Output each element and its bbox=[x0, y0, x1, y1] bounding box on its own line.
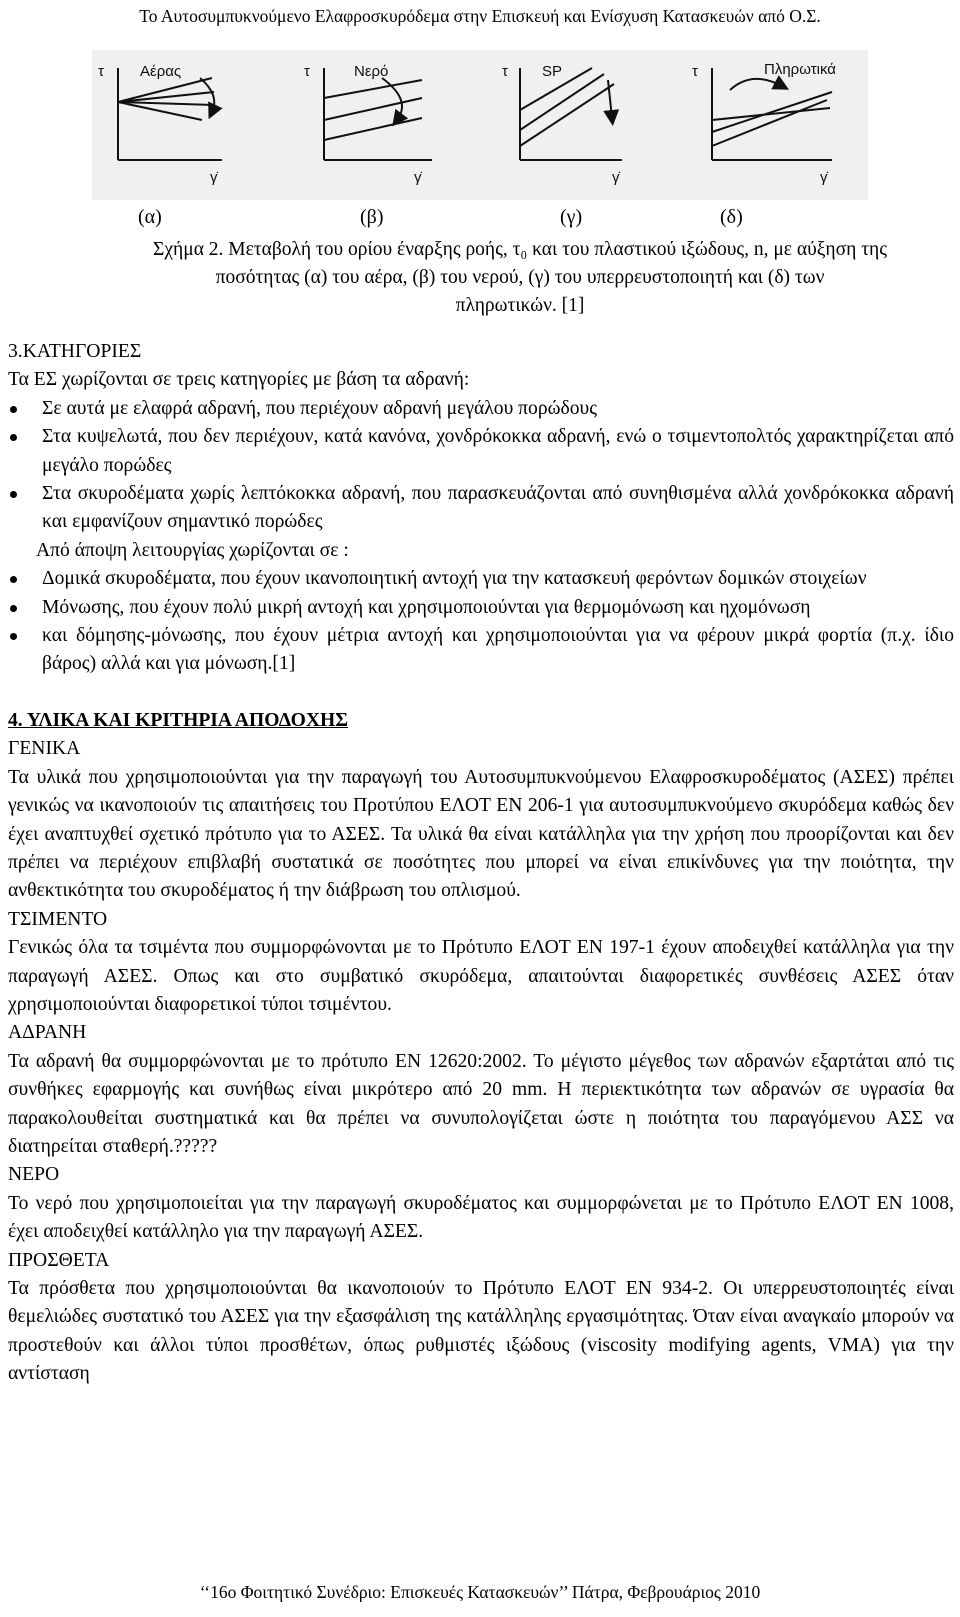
list-item: Μόνωσης, που έχουν πολύ μικρή αντοχή και χρησιμοποιούνται για θερμομόνωση και ηχομόνωση bbox=[8, 594, 954, 622]
panel-a-x-label: γ̇ bbox=[210, 169, 218, 186]
sublabel-d: (δ) bbox=[720, 206, 743, 228]
list-item: και δόμησης-μόνωσης, που έχουν μέτρια αντοχή και χρησιμοποιούνται για να φέρουν μικρά φορτία (π.χ. ίδιο βάρος) αλλά και για μόνωση.[1] bbox=[8, 622, 954, 679]
panel-c-x-label: γ̇ bbox=[612, 169, 620, 186]
panel-b-title: Νερό bbox=[354, 63, 389, 80]
admixtures-title: ΠΡΟΣΘΕΤΑ bbox=[8, 1249, 110, 1271]
panel-b-y-label: τ bbox=[304, 63, 310, 80]
bullet-icon bbox=[10, 434, 17, 441]
aggregate-categories-list bbox=[8, 395, 954, 537]
list-item: Στα κυψελωτά, που δεν περιέχουν, κατά κανόνα, χονδρόκοκκα αδρανή, ενώ ο τσιμεντοπολτός χαρακτηρίζεται από μεγάλο πορώδες bbox=[8, 423, 954, 480]
admixtures-text: Τα πρόσθετα που χρησιμοποιούνται θα ικανοποιούν το Πρότυπο ΕΛΟΤ ΕΝ 934-2. Οι υπερρευστοποιητές είναι θεμελιώδες συστατικό του ΑΣΕΣ για την εξασφάλιση της κατάλληλης εργασιμότητας. Όταν είναι αναγκαίο μπορούν να προστεθούν και άλλοι τύποι προσθέτων, όπως ρυθμιστές ιξώδους (viscosity modifying agents, VMA) για την αντίσταση bbox=[8, 1278, 954, 1385]
aggregates-title: ΑΔΡΑΝΗ bbox=[8, 1022, 87, 1044]
page-footer: ‘‘16ο Φοιτητικό Συνέδριο: Επισκευές Κατασκευών’’ Πάτρα, Φεβρουάριος 2010 bbox=[199, 1582, 761, 1602]
sublabel-c: (γ) bbox=[560, 206, 583, 228]
bullet-icon bbox=[10, 491, 17, 498]
bullet-icon bbox=[10, 406, 17, 413]
panel-water bbox=[324, 68, 432, 160]
main-content bbox=[8, 338, 954, 1389]
page-header: Το Αυτοσυμπυκνούμενο Ελαφροσκυρόδεμα στην Επισκευή και Ενίσχυση Κατασκευών από Ο.Σ. bbox=[139, 6, 821, 26]
panel-c-y-label: τ bbox=[502, 63, 508, 80]
panel-sp bbox=[520, 68, 622, 160]
panel-air bbox=[118, 68, 222, 160]
panel-a-y-label: τ bbox=[98, 63, 104, 80]
cement-title: ΤΣΙΜΕΝΤΟ bbox=[8, 908, 108, 930]
panel-b-x-label: γ̇ bbox=[414, 169, 422, 186]
aggregates-text: Τα αδρανή θα συμμορφώνονται με το πρότυπο ΕΝ 12620:2002. Το μέγιστο μέγεθος των αδρανών εξαρτάται από τις συνθήκες εφαρμογής και συνήθως είναι μικρότερο από 20 mm. Η περιεκτικότητα των αδρανών σε υγρασία θα παρακολουθείται συστηματικά και θα πρέπει να συνυπολογίζεται ώστε η ποιότητα του παραγόμενου ΑΣΣ να διατηρείται σταθερή.????? bbox=[8, 1050, 954, 1157]
figure-caption bbox=[120, 236, 920, 320]
bullet-icon bbox=[10, 576, 17, 583]
bullet-icon bbox=[10, 633, 17, 640]
panel-d-y-label: τ bbox=[692, 63, 698, 80]
bullet-icon bbox=[10, 605, 17, 612]
section-4-heading: 4. ΥΛΙΚΑ ΚΑΙ ΚΡΙΤΗΡΙΑ ΑΠΟΔΟΧΗΣ bbox=[8, 709, 349, 731]
function-categories-list bbox=[8, 565, 954, 679]
caption-line-1: Σχήμα 2. Μεταβολή του ορίου έναρξης ροής, τ₀ και του πλαστικού ιξώδους, n, με αύξηση της bbox=[153, 239, 887, 260]
panel-c-title: SP bbox=[542, 63, 563, 80]
panel-d-x-label: γ̇ bbox=[820, 169, 828, 186]
list-item: Στα σκυροδέματα χωρίς λεπτόκοκκα αδρανή, που παρασκευάζονται από συνηθισμένα αλλά χονδρόκοκκα αδρανή και εμφανίζουν σημαντικό πορώδες bbox=[8, 480, 954, 537]
section-3-intro: Τα ΕΣ χωρίζονται σε τρεις κατηγορίες με βάση τα αδρανή: bbox=[8, 369, 470, 391]
sublabel-b: (β) bbox=[360, 206, 384, 228]
list-item: Δομικά σκυροδέματα, που έχουν ικανοποιητική αντοχή για την κατασκευή φερόντων δομικών στοιχείων bbox=[8, 565, 954, 593]
list-item: Σε αυτά με ελαφρά αδρανή, που περιέχουν αδρανή μεγάλου πορώδους bbox=[8, 395, 954, 423]
section-3-heading: 3.ΚΑΤΗΓΟΡΙΕΣ bbox=[8, 341, 142, 362]
caption-line-3: πληρωτικών. [1] bbox=[455, 295, 585, 316]
sublabel-a: (α) bbox=[138, 206, 162, 228]
general-text: Τα υλικά που χρησιμοποιούνται για την παραγωγή του Αυτοσυμπυκνούμενου Ελαφροσκυροδέματος (ΑΣΕΣ) πρέπει γενικώς να ικανοποιούν τις απαιτήσεις του Προτύπου ΕΛΟΤ ΕΝ 206-1 για αυτοσυμπυκνούμενο σκυρόδεμα καθώς δεν έχει αναπτυχθεί σχετικό πρότυπο για το ΑΣΕΣ. Τα υλικά θα είναι κατάλληλα για την χρήση που προορίζονται και δεν πρέπει να περιέχουν επιβλαβή συστατικά σε ποσότητες που μπορεί να είναι επικίνδυνες για την ποιότητα, την ανθεκτικότητα του σκυροδέματος ή την διάβρωση του οπλισμού. bbox=[8, 766, 954, 902]
rheology-figure bbox=[92, 50, 868, 200]
section-3-intro-2: Από άποψη λειτουργίας χωρίζονται σε : bbox=[36, 539, 349, 561]
cement-text: Γενικώς όλα τα τσιμέντα που συμμορφώνονται με το Πρότυπο ΕΛΟΤ ΕΝ 197-1 έχουν αποδειχθεί κατάλληλα για την παραγωγή ΑΣΕΣ. Οπως και στο συμβατικό σκυρόδεμα, απαιτούνται διαφορετικές συνθέσεις ΑΣΕΣ όταν χρησιμοποιούνται διαφορετικοί τύποι τσιμέντου. bbox=[8, 937, 954, 1015]
general-title: ΓΕΝΙΚΑ bbox=[8, 738, 81, 760]
caption-line-2: ποσότητας (α) του αέρα, (β) του νερού, (γ) του υπερρευστοποιητή και (δ) των bbox=[215, 267, 825, 288]
panel-d-title: Πληρωτικά bbox=[764, 61, 836, 78]
water-title: ΝΕΡΟ bbox=[8, 1164, 60, 1186]
water-text: Το νερό που χρησιμοποιείται για την παραγωγή σκυροδέματος και συμμορφώνεται με το Πρότυπο ΕΛΟΤ ΕΝ 1008, έχει αποδειχθεί κατάλληλο για την παραγωγή ΑΣΕΣ. bbox=[8, 1192, 954, 1243]
panel-fillers bbox=[712, 68, 832, 160]
rheology-diagram bbox=[92, 50, 868, 200]
panel-a-title: Αέρας bbox=[140, 63, 182, 80]
